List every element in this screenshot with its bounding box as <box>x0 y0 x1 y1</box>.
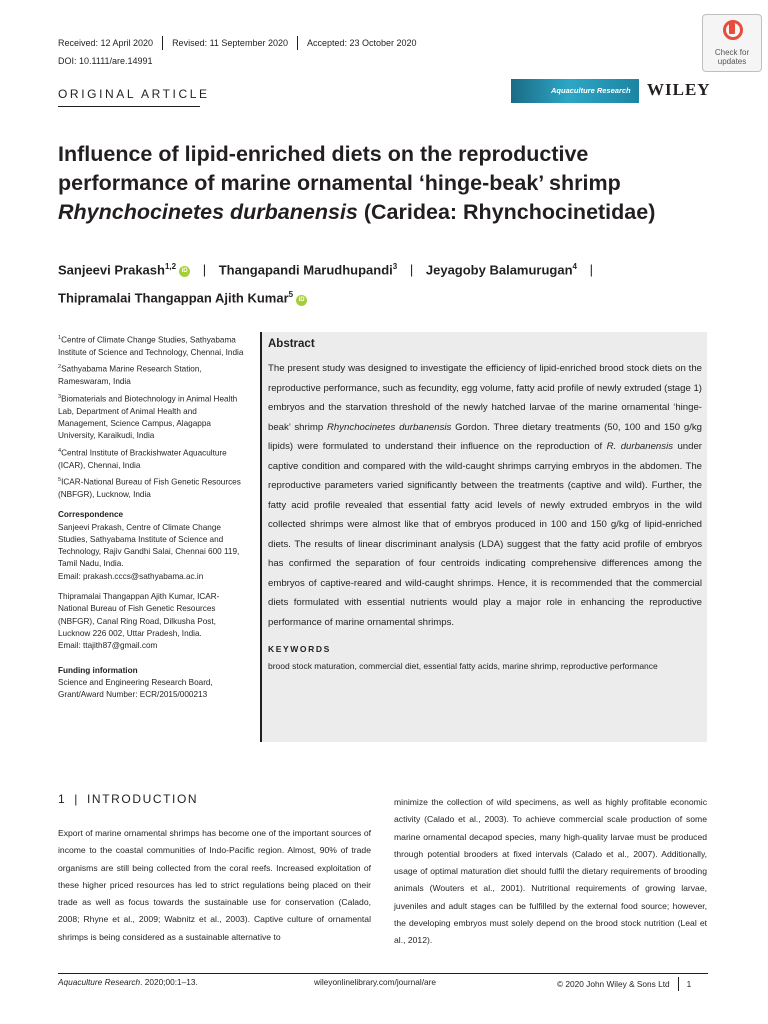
footer-copyright: © 2020 John Wiley & Sons Ltd <box>557 979 670 989</box>
affiliation <box>58 361 248 388</box>
affiliation <box>58 445 248 472</box>
article-dates <box>58 36 417 50</box>
affiliation-text: Centre of Climate Change Studies, Sathyabama Institute of Science and Technology, Chennai, India <box>58 335 244 358</box>
author-affiliation: 3 <box>392 262 398 271</box>
correspondence-text <box>58 591 248 652</box>
journal-logo-text: Aquaculture Research <box>551 86 631 95</box>
abstract-segment: The present study was designed to investigate the efficiency of lipid-enriched brood stock diets on the reproductive performance, such as fecundity, egg volume, fatty acid profile of newly extruded (stage 1) embryos and the starvation threshold of the newly hatched larvae of the marine ornamental ‘hinge-beak’ shrimp <box>268 363 702 433</box>
affiliation-number: 4 <box>58 447 62 454</box>
author-affiliation: 5 <box>288 290 294 300</box>
affiliation-text: ICAR-National Bureau of Fish Genetic Resources (NBFGR), Lucknow, India <box>58 477 241 499</box>
correspondence-heading: Correspondence <box>58 510 124 520</box>
title-line: performance of marine ornamental ‘hinge-beak’ shrimp <box>58 171 621 195</box>
affiliation-number: 1 <box>58 335 62 341</box>
intro-column-right: minimize the collection of wild specimens, as well as highly profitable economic activity (Calado et al., 2003). To achieve commercial scale production of some marine ornamental decapod species, many high-quality larvae must be produced through potential brooders at fixed intervals (Calado et al., 2007). Additionally, usage of optimal maturation diet should fulfil the dietary requirements of brooding animals (Wouters et al., 2001). Nutritional requirements of growing larvae, juveniles and adult stages can be fulfilled by the external food source; however, the developing embryos must solely depend on the brood stock nutrition (Leal et al., 2012). <box>394 797 707 946</box>
footer-rule <box>58 973 708 974</box>
doi[interactable]: DOI: 10.1111/are.14991 <box>58 56 153 66</box>
title-line: Influence of lipid-enriched diets on the reproductive <box>58 142 589 166</box>
species-name: Rhynchocinetes durbanensis <box>327 421 452 433</box>
affiliation <box>58 332 248 359</box>
section-number: 1 <box>58 792 67 806</box>
divider <box>297 36 298 50</box>
article-type: ORIGINAL ARTICLE <box>58 87 210 101</box>
funding-text: Science and Engineering Research Board, Grant/Award Number: ECR/2015/000213 <box>58 677 213 700</box>
affiliation-text: Central Institute of Brackishwater Aquaculture (ICAR), Chennai, India <box>58 448 227 470</box>
publisher-logo: WILEY <box>647 80 711 99</box>
author-affiliation: 1,2 <box>164 262 177 271</box>
check-for-updates-button[interactable] <box>702 14 762 72</box>
abstract-segment: under captive condition and compared with the wild-caught shrimps carrying embryos in the abdomen. The reproductive parameters varied significantly between the treatments (captive and wild). Further, the fatty acid profile revealed that essential fatty acid levels of newly extruded embryos in the wild collected shrimps were almost like that of embryos produced in 100 and 150 g/kg of lipid-enriched diets. The results of linear discriminant analysis (LDA) suggest that the fatty acid profile of embryos has confirmed the separation of four centroids indicating comprehensive differences among the embryos of captive-reared and wild-caught shrimps. Hence, it is recommended that the commercial diets formulated with essential nutrients would play a major role in enhancing the reproductive performance of marine ornamental shrimps. <box>268 441 702 628</box>
correspondence-text <box>58 522 248 583</box>
page-number: 1 <box>686 979 692 989</box>
section-heading <box>58 792 198 806</box>
intro-column-left: Export of marine ornamental shrimps has become one of the important sources of income to the coastal communities of Indo-Pacific region. Almost, 90% of trade organisms are still being collected from the coral reefs. Increased exploitation of these higher priced resources has led to strict regulations being placed on their trade as well as focus towards the sustainable use for conservation (Calado, 2008; Rhyne et al., 2009; Wabnitz et al., 2003). Captive culture of ornamental shrimps is being considered as a sustainable alternative to <box>58 828 371 942</box>
correspondence-email[interactable]: Email: prakash.cccs@sathyabama.ac.in <box>58 571 204 581</box>
footer-url[interactable]: wileyonlinelibrary.com/journal/are <box>314 977 437 987</box>
affiliations-sidebar <box>58 332 248 709</box>
check-updates-label: Check for updates <box>714 48 750 66</box>
received-date: Received: 12 April 2020 <box>58 38 154 48</box>
affiliation-number: 5 <box>58 476 62 483</box>
keywords-heading: KEYWORDS <box>268 644 331 654</box>
section-separator: | <box>74 792 79 806</box>
author-separator: | <box>409 262 414 278</box>
author-line <box>58 282 708 310</box>
author-affiliation: 4 <box>572 262 577 271</box>
affiliation <box>58 474 248 501</box>
correspondence-address: Sanjeevi Prakash, Centre of Climate Change Studies, Sathyabama Institute of Science and Technology, Rajiv Gandhi Salai, Chennai 600 119, Tamil Nadu, India. <box>58 522 240 569</box>
accepted-date: Accepted: 23 October 2020 <box>306 38 417 48</box>
affiliation-text: Biomaterials and Biotechnology in Animal Health Lab, Department of Animal Health and Management, Science Campus, Alagappa University, Karaikudi, India <box>58 394 238 441</box>
affiliation-number: 3 <box>58 393 62 400</box>
title-line <box>58 198 698 227</box>
species-name: R. durbanensis <box>606 441 673 452</box>
author-name: Sanjeevi Prakash <box>58 262 165 278</box>
orcid-icon[interactable]: iD <box>296 295 307 306</box>
footer-journal: Aquaculture Research <box>58 977 141 987</box>
author-name: Jeyagoby Balamurugan <box>425 262 573 278</box>
journal-logo <box>511 79 639 103</box>
abstract-text <box>268 359 702 632</box>
species-name: Rhynchocinetes durbanensis <box>58 200 358 224</box>
section-title: INTRODUCTION <box>87 792 199 806</box>
affiliation-text: Sathyabama Marine Research Station, Rameswaram, India <box>58 365 202 387</box>
title-suffix: (Caridea: Rhynchocinetidae) <box>357 200 656 224</box>
footer-right <box>557 977 691 991</box>
affiliation <box>58 391 248 443</box>
divider <box>162 36 163 50</box>
author-separator: | <box>202 262 207 278</box>
abstract-heading: Abstract <box>268 338 315 350</box>
funding-heading: Funding information <box>58 665 138 675</box>
revised-date: Revised: 11 September 2020 <box>172 38 288 48</box>
correspondence-address: Thipramalai Thangappan Ajith Kumar, ICAR-National Bureau of Fish Genetic Resources (NBFGR), Canal Ring Road, Dilkusha Post, Lucknow 226 002, Uttar Pradesh, India. <box>58 592 220 638</box>
correspondence-email[interactable]: Email: ttajith87@gmail.com <box>58 641 158 651</box>
author-name: Thipramalai Thangappan Ajith Kumar <box>58 290 289 306</box>
divider <box>678 977 679 991</box>
abstract-box <box>260 332 707 742</box>
bookmark-icon <box>729 23 735 34</box>
footer-volume: . 2020;00:1–13. <box>140 977 198 987</box>
affiliation-number: 2 <box>58 364 62 371</box>
author-line <box>58 254 708 282</box>
author-separator: | <box>589 262 593 278</box>
footer-citation <box>58 977 198 987</box>
keywords-text: brood stock maturation, commercial diet, essential fatty acids, marine shrimp, reproductive performance <box>268 661 658 671</box>
abstract-segment: Gordon. Three dietary treatments (50, 100 and 150 g/kg lipids) were formulated to understand their influence on the reproduction of <box>268 421 702 452</box>
article-type-rule <box>58 106 200 107</box>
author-name: Thangapandi Marudhupandi <box>218 262 393 278</box>
orcid-icon[interactable]: iD <box>179 266 190 277</box>
article-title <box>58 140 698 227</box>
author-list <box>58 254 708 311</box>
